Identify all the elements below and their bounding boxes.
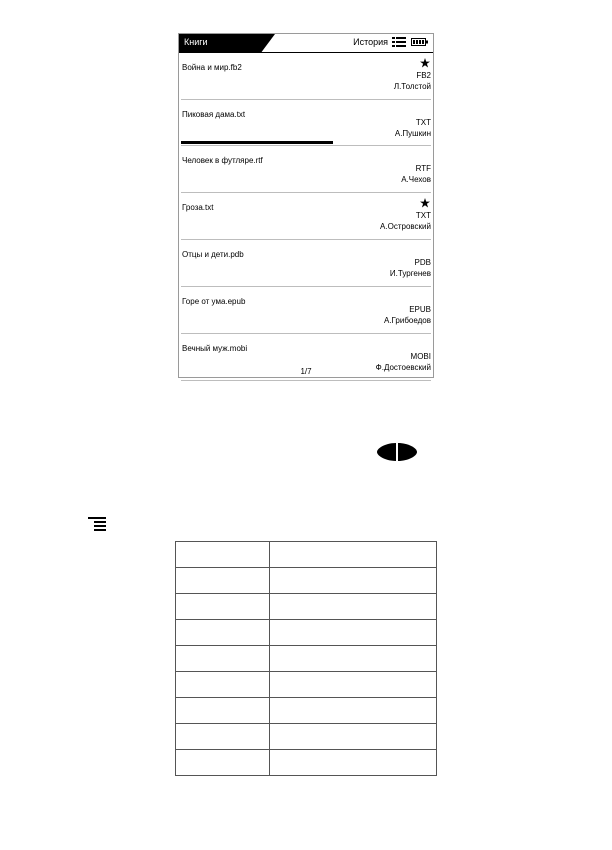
table-row [176,620,437,646]
table-cell [176,568,270,594]
book-item[interactable] [181,193,431,240]
book-name: Горе от ума.epub [182,297,246,306]
table-cell [270,724,437,750]
table-cell [176,620,270,646]
book-name: Пиковая дама.txt [182,110,246,119]
list-icon[interactable] [392,37,406,47]
book-format: FB2 [416,71,431,80]
book-author: Л.Толстой [393,82,431,91]
battery-icon [411,38,428,46]
book-format: TXT [415,118,431,127]
table-cell [176,542,270,568]
table-cell [270,646,437,672]
table-cell [270,568,437,594]
table-cell [176,724,270,750]
table-row [176,750,437,776]
screen-title: Книги [184,37,208,47]
book-format: RTF [415,164,431,173]
page-indicator: 1/7 [300,367,312,376]
selection-bar [181,141,333,144]
book-author: Ф.Достоевский [375,363,431,372]
table-cell [176,594,270,620]
table-row [176,672,437,698]
table-cell [176,672,270,698]
table-cell [270,620,437,646]
table-cell [270,542,437,568]
history-button[interactable]: История [353,37,388,47]
book-item[interactable] [181,146,431,193]
book-author: А.Островский [380,222,431,231]
book-name: Война и мир.fb2 [182,63,242,72]
book-item-selected[interactable] [181,100,431,146]
book-author: А.Грибоедов [383,316,431,325]
book-author: А.Чехов [401,175,431,184]
empty-table [175,541,437,776]
book-format: TXT [415,211,431,220]
book-name: Вечный муж.mobi [182,344,248,353]
table-row [176,568,437,594]
book-format: PDB [414,258,431,267]
screen-header [179,34,433,53]
table-cell [270,750,437,776]
table-cell [176,698,270,724]
book-name: Человек в футляре.rtf [182,156,263,165]
star-icon [420,198,430,208]
book-format: MOBI [410,352,431,361]
table-cell [270,698,437,724]
book-author: А.Пушкин [394,129,431,138]
menu-icon [88,517,106,533]
table-row [176,698,437,724]
book-item[interactable] [181,240,431,287]
book-item[interactable] [181,287,431,334]
star-icon [420,58,430,68]
table-row [176,646,437,672]
table-cell [176,646,270,672]
table-row [176,594,437,620]
book-format: EPUB [409,305,431,314]
table-row [176,724,437,750]
history-area[interactable] [353,37,428,47]
book-name: Отцы и дети.pdb [182,250,244,259]
page-flip-arrows-icon [377,443,417,461]
table-cell [176,750,270,776]
table-cell [270,672,437,698]
book-item[interactable] [181,53,431,100]
book-author: И.Тургенев [389,269,431,278]
table-cell [270,594,437,620]
table-row [176,542,437,568]
reader-screen [178,33,434,378]
book-name: Гроза.txt [182,203,214,212]
